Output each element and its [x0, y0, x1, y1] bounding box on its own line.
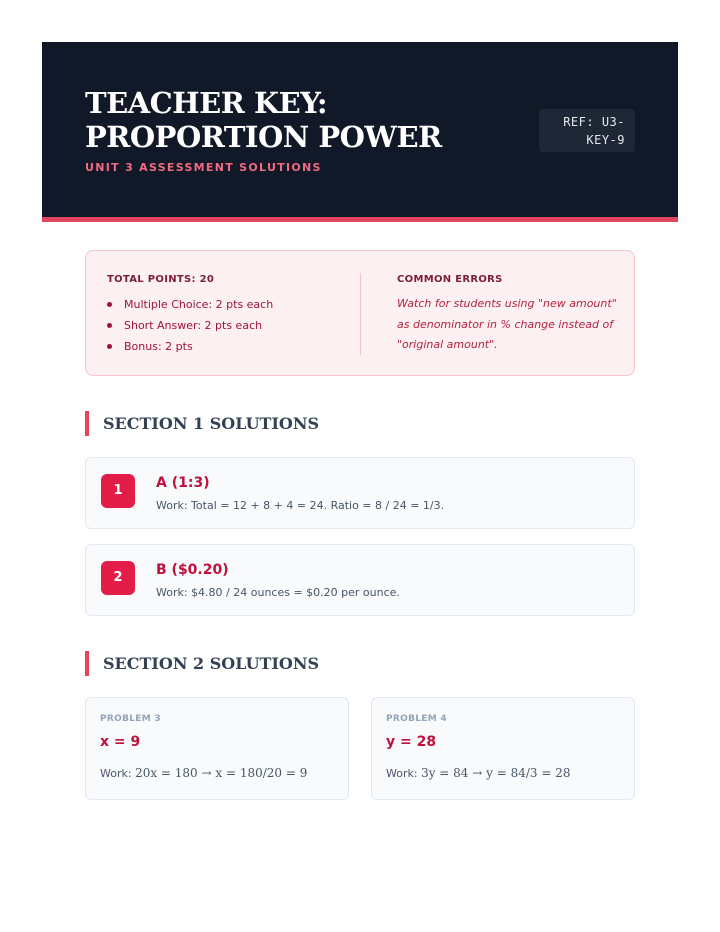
errors-label: COMMON ERRORS — [397, 274, 503, 285]
solution-card — [85, 457, 635, 529]
solution-answer: A (1:3) — [156, 475, 210, 491]
problem-card — [85, 697, 349, 800]
work-prefix: Work: — [100, 767, 132, 780]
summary-box — [85, 250, 635, 376]
solution-card — [85, 544, 635, 616]
section-2-title: SECTION 2 SOLUTIONS — [85, 651, 319, 676]
reference-line-2: KEY-9 — [586, 133, 625, 147]
points-summary — [107, 274, 347, 357]
points-item: Short Answer: 2 pts each — [107, 315, 347, 336]
work-equation: 3y = 84 → y = 84/3 = 28 — [421, 766, 571, 780]
problem-work — [100, 766, 307, 780]
problem-card — [371, 697, 635, 800]
solution-work: Work: Total = 12 + 8 + 4 = 24. Ratio = 8 / 24 = 1/3. — [156, 499, 445, 512]
summary-divider — [360, 273, 361, 355]
problem-work — [386, 766, 570, 780]
problem-label: PROBLEM 4 — [386, 714, 447, 724]
solution-answer: B ($0.20) — [156, 562, 229, 578]
points-item: Multiple Choice: 2 pts each — [107, 294, 347, 315]
problem-answer: x = 9 — [100, 734, 141, 750]
errors-text: Watch for students using "new amount" as denominator in % change instead of "original amount". — [397, 297, 617, 351]
reference-badge — [539, 109, 635, 152]
page-title: TEACHER KEY: PROPORTION POWER — [85, 86, 442, 154]
work-prefix: Work: — [386, 767, 418, 780]
points-item: Bonus: 2 pts — [107, 336, 347, 357]
section-1-title: SECTION 1 SOLUTIONS — [85, 411, 319, 436]
points-label: TOTAL POINTS: 20 — [107, 274, 215, 285]
problem-answer: y = 28 — [386, 734, 437, 750]
problem-label: PROBLEM 3 — [100, 714, 161, 724]
question-number-badge: 2 — [101, 561, 135, 595]
work-equation: 20x = 180 → x = 180/20 = 9 — [135, 766, 308, 780]
points-list — [107, 294, 347, 357]
question-number-badge: 1 — [101, 474, 135, 508]
reference-line-1: REF: U3- — [563, 115, 625, 129]
solution-work: Work: $4.80 / 24 ounces = $0.20 per ounce. — [156, 586, 400, 599]
page-subtitle: UNIT 3 ASSESSMENT SOLUTIONS — [85, 161, 322, 174]
common-errors — [397, 274, 617, 356]
page-header — [42, 42, 678, 222]
